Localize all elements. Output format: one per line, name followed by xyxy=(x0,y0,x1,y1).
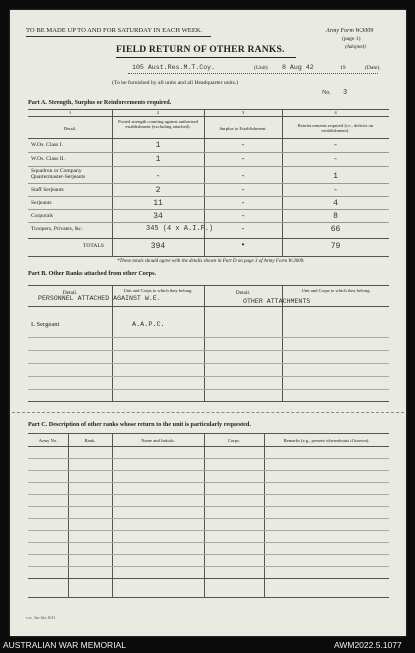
part-c-row-rule xyxy=(28,482,389,483)
part-c-row-rule xyxy=(28,494,389,495)
totals-surplus: • xyxy=(240,241,246,250)
part-b-col-header-unit-2: Unit and Corps to which they belong. xyxy=(301,288,371,293)
row-posted: 2 xyxy=(155,186,161,195)
printer-mark: s.w. 3m bks 8/41 xyxy=(26,615,56,620)
row-reinforcements: 4 xyxy=(333,199,338,208)
instruction-underline xyxy=(26,36,211,37)
row-reinforcements: - xyxy=(333,141,338,150)
part-b-header-rule xyxy=(28,306,389,307)
part-b-col-line-2 xyxy=(204,285,205,401)
row-surplus: - xyxy=(240,172,246,181)
row-detail: W.Os. Class II. xyxy=(31,156,65,162)
part-b-row-rule xyxy=(28,350,389,351)
row-reinforcements: 66 xyxy=(330,225,341,234)
part-b-row-rule xyxy=(28,363,389,364)
part-a-heading: Part A. Strength, Surplus or Reinforcements required. xyxy=(28,99,172,106)
part-b-row-rule xyxy=(28,389,389,390)
row-detail: Staff Serjeants xyxy=(31,187,64,193)
no-value: 3 xyxy=(343,89,348,97)
row-surplus: - xyxy=(240,212,246,221)
part-a-row-rule xyxy=(28,209,389,210)
part-c-row-rule xyxy=(28,554,389,555)
typed-right-header: OTHER ATTACHMENTS xyxy=(243,298,311,305)
row-posted: - xyxy=(155,172,161,181)
part-c-col-name: Name and Initials. xyxy=(141,438,175,443)
date-label: (Date). xyxy=(365,65,381,71)
part-a-totals-rule xyxy=(28,238,389,239)
part-b-col-header-detail-2: Detail. xyxy=(235,290,251,296)
row-detail: W.Os. Class I. xyxy=(31,142,63,148)
part-b-col-header-unit: Unit and Corps to which they belong. xyxy=(123,288,193,293)
part-c-row-rule xyxy=(28,542,389,543)
furnished-note: (To be furnished by all units and all Headquarter units.) xyxy=(112,80,239,86)
row-surplus: - xyxy=(240,155,246,164)
row-posted: 11 xyxy=(153,199,163,208)
row-posted: 34 xyxy=(153,212,163,221)
part-c-heading: Part C. Description of other ranks whose return to the unit is particularly requested. xyxy=(28,421,251,428)
totals-reinforcements: 79 xyxy=(330,242,341,251)
unit-value: 105 Aust.Res.M.T.Coy. xyxy=(132,64,216,71)
part-a-footnote: *These totals should agree with the details shown in Part D on page 3 of Army Form W.3009. xyxy=(117,259,305,264)
row-reinforcements: - xyxy=(333,186,338,195)
row-reinforcements: 8 xyxy=(333,212,338,221)
part-b-bottom-rule xyxy=(28,401,389,402)
row-detail: Squadron or Company Quartermaster-Serjeants xyxy=(31,168,86,180)
part-b-row-rule xyxy=(28,376,389,377)
date-value: 8 Aug 42 xyxy=(282,64,314,71)
part-c-row-rule xyxy=(28,506,389,507)
part-c-bottom-rule xyxy=(28,597,389,598)
form-id: Army Form W.3009 xyxy=(326,28,374,34)
row-reinforcements: 1 xyxy=(333,172,338,181)
form-adopted: (Adopted) xyxy=(345,44,366,50)
part-a-row-rule xyxy=(28,196,389,197)
part-b-top-rule xyxy=(28,285,389,286)
row-detail: Troopers, Privates, &c. xyxy=(31,226,83,232)
col-header-detail: Detail. xyxy=(63,126,77,131)
part-c-row-rule xyxy=(28,518,389,519)
part-a-row-rule xyxy=(28,183,389,184)
row-posted: 345 (4 x A.I.F.) xyxy=(146,225,214,233)
instruction-text: TO BE MADE UP TO AND FOR SATURDAY IN EACH WEEK. xyxy=(26,27,203,34)
row-surplus: - xyxy=(240,225,246,234)
part-c-header-rule xyxy=(28,446,389,447)
part-c-row-rule xyxy=(28,566,389,567)
row-surplus: - xyxy=(240,186,246,195)
part-c-col-army-no: Army No. xyxy=(38,438,58,443)
part-c-row-rule xyxy=(28,458,389,459)
row-posted: 1 xyxy=(155,141,161,150)
part-a-bottom-rule xyxy=(28,256,389,257)
part-b-entry-detail: L Sergeant xyxy=(31,321,60,328)
row-posted: 1 xyxy=(155,155,161,164)
part-b-entry-unit: A.A.P.C. xyxy=(132,321,165,329)
row-detail: Corporals xyxy=(31,213,54,219)
totals-label: TOTALS xyxy=(83,243,104,249)
part-c-row-rule xyxy=(28,530,389,531)
unit-label: (Unit) xyxy=(254,65,268,71)
footer-right: AWM2022.5.1077 xyxy=(334,640,402,650)
archive-footer xyxy=(0,639,415,653)
part-a-row-rule xyxy=(28,152,389,153)
part-b-col-line-1 xyxy=(112,285,113,401)
col-number-1: 1 xyxy=(68,110,72,115)
totals-posted: 394 xyxy=(150,242,166,251)
part-b-heading: Part B. Other Ranks attached from other Corps. xyxy=(28,270,157,277)
part-b-col-header-detail: Detail. xyxy=(62,290,78,296)
footer-left: AUSTRALIAN WAR MEMORIAL xyxy=(3,640,126,650)
no-label: No. xyxy=(322,90,331,96)
typed-left-header: PERSONNEL ATTACHED AGAINST W.E. xyxy=(38,295,161,302)
form-page: (page 1) xyxy=(342,36,361,42)
row-reinforcements: - xyxy=(333,155,338,164)
part-c-col-rank: Rank. xyxy=(84,438,96,443)
col-number-2: 2 xyxy=(156,110,160,115)
row-surplus: - xyxy=(240,141,246,150)
part-c-row-rule xyxy=(28,578,389,579)
col-number-4: 4 xyxy=(334,110,337,115)
part-a-row-rule xyxy=(28,166,389,167)
part-a-row-rule xyxy=(28,222,389,223)
form-title: FIELD RETURN OF OTHER RANKS. xyxy=(116,44,285,55)
part-c-top-rule xyxy=(28,433,389,434)
title-underline xyxy=(116,57,296,58)
row-detail: Serjeants xyxy=(31,200,52,206)
unit-date-line xyxy=(128,73,378,74)
col-number-3: 3 xyxy=(241,110,245,115)
year-prefix: 19 xyxy=(340,65,346,71)
part-c-col-remarks: Remarks (e.g., present whereabouts if known). xyxy=(283,438,370,443)
part-b-row-rule xyxy=(28,337,389,338)
part-a-header-rule xyxy=(28,138,389,139)
col-header-posted: Posted strength counting against authorised establishment (excluding attached). xyxy=(118,119,198,130)
fold-line xyxy=(12,412,404,413)
col-header-surplus: Surplus to Establishment. xyxy=(219,126,267,131)
row-surplus: - xyxy=(240,199,246,208)
part-c-col-corps: Corps. xyxy=(227,438,241,443)
part-a-number-rule xyxy=(28,116,389,117)
col-header-reinforcements: Reinforcements required (i.e., deficits on establishment). xyxy=(297,123,374,134)
part-c-row-rule xyxy=(28,470,389,471)
